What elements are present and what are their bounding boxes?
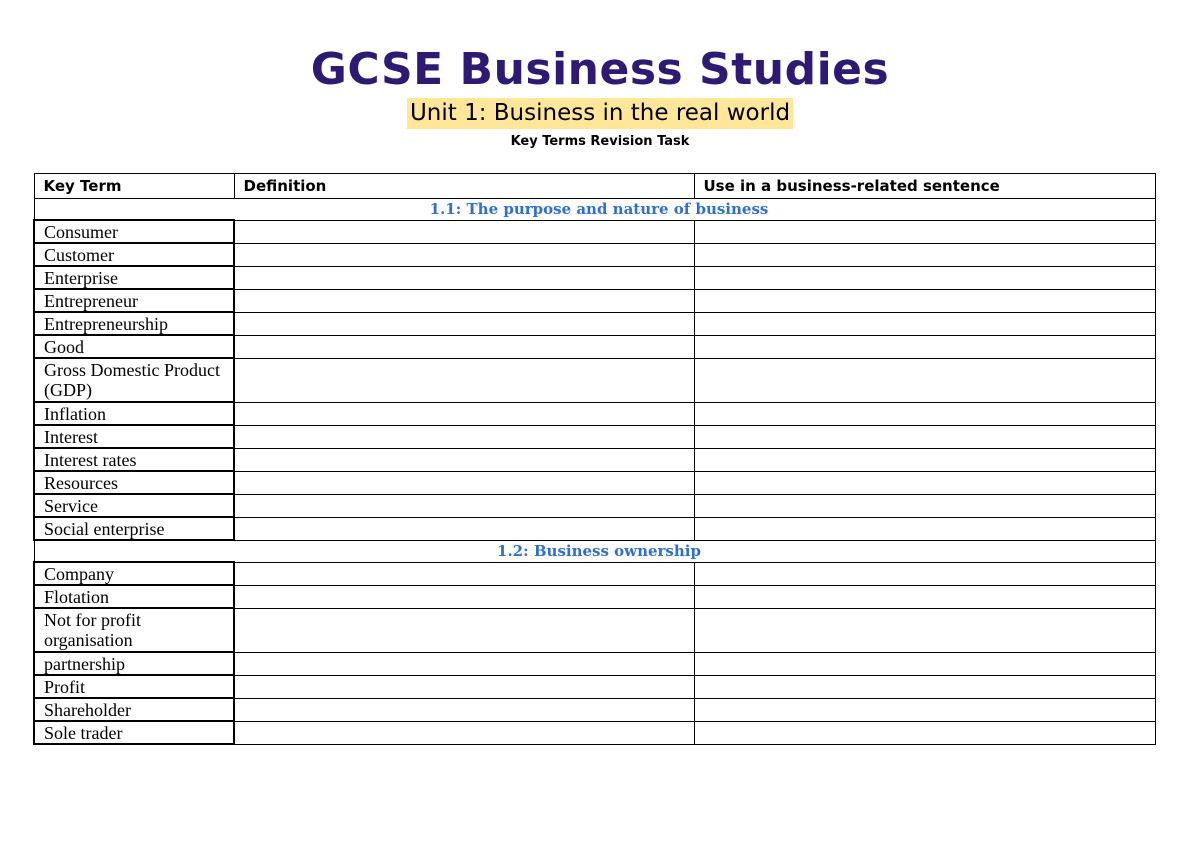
sentence-cell[interactable]: [694, 562, 1155, 585]
table-row: [34, 266, 1155, 289]
key-term-cell: Service: [34, 494, 234, 517]
definition-cell[interactable]: [234, 358, 694, 402]
unit-subtitle: Unit 1: Business in the real world: [407, 98, 793, 129]
definition-cell[interactable]: [234, 721, 694, 744]
sentence-cell[interactable]: [694, 243, 1155, 266]
key-term-cell: Sole trader: [34, 721, 234, 744]
sentence-cell[interactable]: [694, 675, 1155, 698]
sentence-cell[interactable]: [694, 471, 1155, 494]
section-heading: 1.2: Business ownership: [34, 540, 1155, 562]
definition-cell[interactable]: [234, 652, 694, 675]
table-row: [34, 243, 1155, 266]
sentence-cell[interactable]: [694, 220, 1155, 243]
key-term-cell: Social enterprise: [34, 517, 234, 540]
definition-cell[interactable]: [234, 562, 694, 585]
definition-cell[interactable]: [234, 243, 694, 266]
key-term-cell: Customer: [34, 243, 234, 266]
table-row: [34, 517, 1155, 540]
key-term-cell: Company: [34, 562, 234, 585]
definition-cell[interactable]: [234, 585, 694, 608]
key-term-cell: partnership: [34, 652, 234, 675]
definition-cell[interactable]: [234, 402, 694, 425]
section-row: [34, 540, 1155, 562]
sentence-cell[interactable]: [694, 289, 1155, 312]
definition-cell[interactable]: [234, 289, 694, 312]
sentence-cell[interactable]: [694, 517, 1155, 540]
sentence-cell[interactable]: [694, 358, 1155, 402]
key-term-cell: Interest: [34, 425, 234, 448]
table-row: [34, 448, 1155, 471]
key-terms-table: [33, 173, 1156, 745]
sentence-cell[interactable]: [694, 721, 1155, 744]
key-term-cell: Shareholder: [34, 698, 234, 721]
sentence-cell[interactable]: [694, 312, 1155, 335]
subtitle-container: [0, 98, 1200, 129]
table-row: [34, 675, 1155, 698]
table-row: [34, 698, 1155, 721]
definition-cell[interactable]: [234, 335, 694, 358]
sentence-cell[interactable]: [694, 266, 1155, 289]
key-term-cell: Flotation: [34, 585, 234, 608]
definition-cell[interactable]: [234, 517, 694, 540]
definition-cell[interactable]: [234, 675, 694, 698]
key-term-cell: Inflation: [34, 402, 234, 425]
table-row: [34, 402, 1155, 425]
sentence-cell[interactable]: [694, 335, 1155, 358]
key-term-cell: Gross Domestic Product (GDP): [34, 358, 234, 402]
key-term-cell: Consumer: [34, 220, 234, 243]
table-row: [34, 358, 1155, 402]
key-term-cell: Interest rates: [34, 448, 234, 471]
table-row: [34, 494, 1155, 517]
sentence-cell[interactable]: [694, 585, 1155, 608]
column-header-definition: Definition: [234, 174, 694, 199]
table-row: [34, 312, 1155, 335]
sentence-cell[interactable]: [694, 494, 1155, 517]
key-term-cell: Entrepreneur: [34, 289, 234, 312]
definition-cell[interactable]: [234, 698, 694, 721]
section-row: [34, 199, 1155, 221]
table-row: [34, 289, 1155, 312]
definition-cell[interactable]: [234, 220, 694, 243]
key-term-cell: Not for profit organisation: [34, 608, 234, 652]
key-term-cell: Enterprise: [34, 266, 234, 289]
sentence-cell[interactable]: [694, 608, 1155, 652]
section-heading: 1.1: The purpose and nature of business: [34, 199, 1155, 221]
definition-cell[interactable]: [234, 448, 694, 471]
definition-cell[interactable]: [234, 608, 694, 652]
key-term-cell: Good: [34, 335, 234, 358]
definition-cell[interactable]: [234, 425, 694, 448]
key-term-cell: Profit: [34, 675, 234, 698]
page-title: GCSE Business Studies: [310, 44, 890, 95]
table-row: [34, 220, 1155, 243]
column-header-key-term: Key Term: [34, 174, 234, 199]
task-title: Key Terms Revision Task: [510, 134, 690, 149]
table-row: [34, 471, 1155, 494]
definition-cell[interactable]: [234, 471, 694, 494]
table-row: [34, 608, 1155, 652]
definition-cell[interactable]: [234, 312, 694, 335]
table-row: [34, 562, 1155, 585]
sentence-cell[interactable]: [694, 425, 1155, 448]
key-term-cell: Resources: [34, 471, 234, 494]
sentence-cell[interactable]: [694, 448, 1155, 471]
table-row: [34, 335, 1155, 358]
sentence-cell[interactable]: [694, 698, 1155, 721]
table-row: [34, 425, 1155, 448]
table-header-row: [34, 174, 1155, 199]
key-term-cell: Entrepreneurship: [34, 312, 234, 335]
table-row: [34, 585, 1155, 608]
definition-cell[interactable]: [234, 266, 694, 289]
table-row: [34, 652, 1155, 675]
sentence-cell[interactable]: [694, 652, 1155, 675]
table-row: [34, 721, 1155, 744]
definition-cell[interactable]: [234, 494, 694, 517]
column-header-sentence: Use in a business-related sentence: [694, 174, 1155, 199]
sentence-cell[interactable]: [694, 402, 1155, 425]
